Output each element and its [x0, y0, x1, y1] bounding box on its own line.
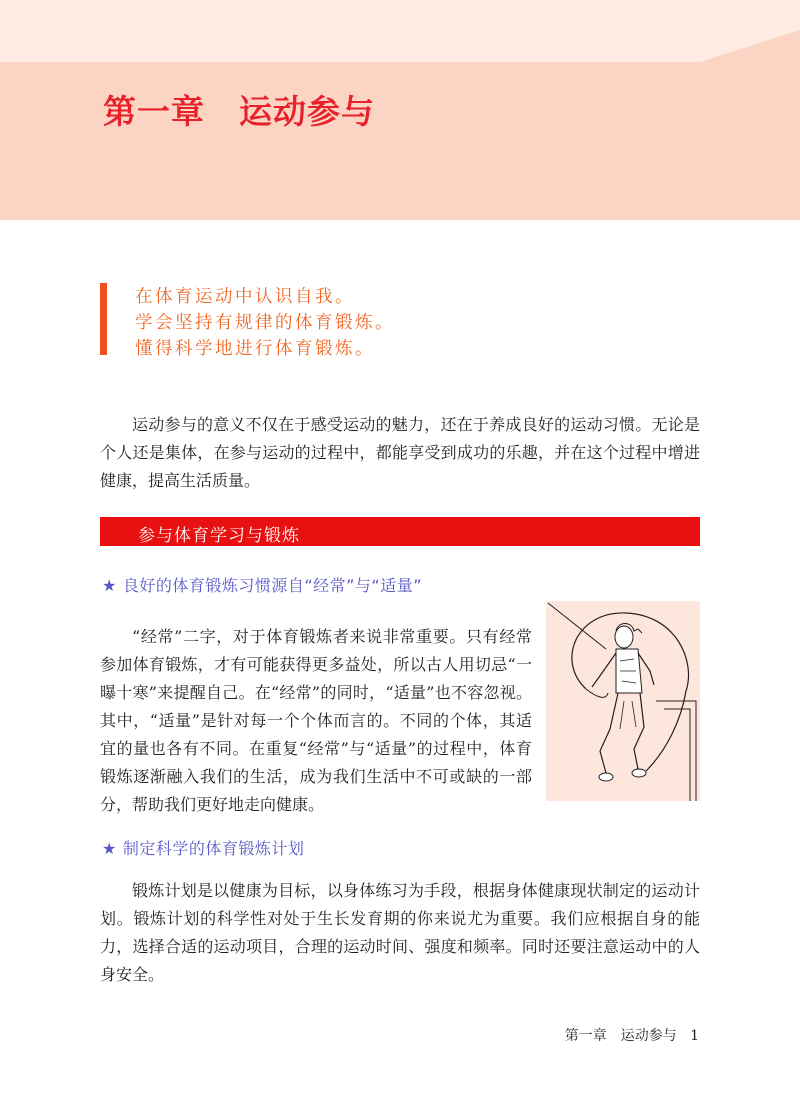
subsection-heading-1: [102, 573, 422, 596]
subsection-paragraph-2: 锻炼计划是以健康为目标，以身体练习为手段，根据身体健康现状制定的运动计划。锻炼计划的科学性对处于生长发育期的你来说尤为重要。我们应根据自身的能力，选择合适的运动项目，合理的运动时间、强度和频率。同时还要注意运动中的人身安全。: [100, 881, 700, 984]
star-icon: ★: [102, 839, 117, 858]
learning-objectives: [100, 283, 600, 357]
objectives-accent-bar: [100, 283, 107, 355]
subsection-paragraph-1: “经常”二字，对于体育锻炼者来说非常重要。只有经常参加体育锻炼，才有可能获得更多益处，所以古人用切忌“一曝十寒”来提醒自己。在“经常”的同时，“适量”也不容忽视。其中，“适量”是针对每一个个体而言的。不同的个体，其适宜的量也各有不同。在重复“经常”与“适量”的过程中，体育锻炼逐渐融入我们的生活，成为我们生活中不可或缺的一部分，帮助我们更好地走向健康。: [100, 627, 532, 814]
page-footer: [565, 1025, 699, 1045]
section-title: 参与体育学习与锻炼: [138, 526, 300, 546]
jump-rope-illustration: [546, 601, 700, 801]
subsection-heading-2: [102, 836, 304, 859]
chapter-title: 第一章 运动参与: [103, 92, 375, 131]
objective-item: 学会坚持有规律的体育锻炼。: [135, 313, 395, 333]
section-title-bar: [100, 517, 700, 546]
subsection-title-2: 制定科学的体育锻炼计划: [122, 839, 305, 858]
subsection-title-1: 良好的体育锻炼习惯源自“经常”与“适量”: [122, 576, 423, 595]
header-decoration-wedge: [0, 0, 800, 62]
jump-rope-girl-drawing: [546, 601, 700, 801]
footer-running-title: 第一章 运动参与: [564, 1028, 677, 1044]
star-icon: ★: [102, 576, 117, 595]
objective-item: 在体育运动中认识自我。: [135, 287, 355, 307]
page-number: 1: [690, 1028, 699, 1044]
objective-item: 懂得科学地进行体育锻炼。: [135, 339, 375, 359]
intro-paragraph: 运动参与的意义不仅在于感受运动的魅力，还在于养成良好的运动习惯。无论是个人还是集体，在参与运动的过程中，都能享受到成功的乐趣，并在这个过程中增进健康，提高生活质量。: [100, 415, 700, 490]
